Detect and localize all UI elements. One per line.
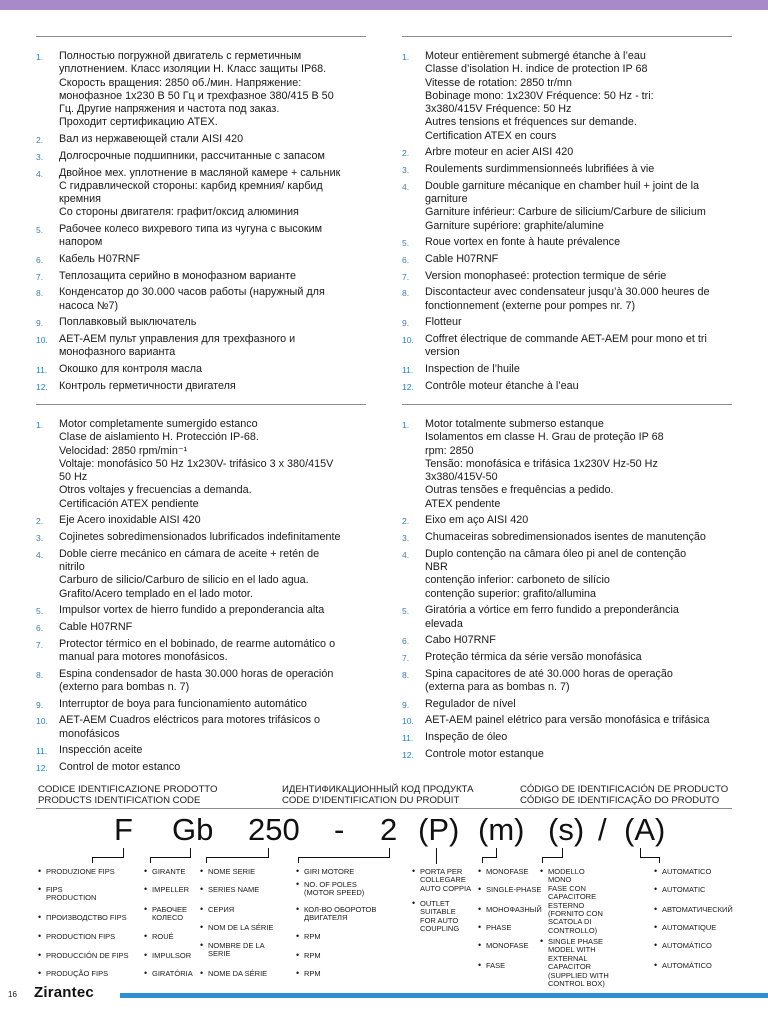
- connector-line: [640, 857, 660, 858]
- feature-number: 8.: [36, 669, 44, 680]
- feature-text: Coffret électrique de commande AET-AEM pour mono et tri version: [425, 333, 707, 359]
- code-part-f: F: [114, 812, 133, 847]
- code-part-dash: -: [334, 812, 345, 847]
- heading-line: CÓDIGO DE IDENTIFICAÇÃO DO PRODUTO: [520, 794, 720, 806]
- feature-number: 4.: [402, 181, 410, 192]
- heading-line: ИДЕНТИФИКАЦИОННЫЙ КОД ПРОДУКТА: [282, 784, 474, 795]
- code-legend-item: • AUTOMÁTICO: [654, 962, 712, 970]
- feature-text: Полностью погружной двигатель с герметичным уплотнением. Класс изоляции H. Класс защиты IP68. Скорость вращения: 2850 об./мин. Напряжение: монофазное 1x230 В 50 Гц и трехфазное 380/415 В 50 Гц. Другие напряжения и частота под заказ. Проходит сертификацию ATEX.: [59, 50, 334, 129]
- feature-number: 11.: [402, 365, 414, 376]
- feature-text: Inspeção de óleo: [425, 731, 508, 744]
- feature-item: [402, 253, 742, 266]
- connector-line: [562, 848, 563, 857]
- feature-item: [402, 270, 742, 283]
- feature-text: AET-AEM Cuadros eléctricos para motores trifásicos o monofásicos: [59, 714, 321, 740]
- feature-number: 11.: [36, 746, 48, 757]
- feature-text: Окошко для контроля масла: [59, 363, 203, 376]
- code-legend-item: • NOME SERIE: [200, 868, 255, 876]
- feature-item: [36, 638, 376, 665]
- heading-line: CÓDIGO DE IDENTIFICACIÓN DE PRODUCTO: [520, 784, 729, 795]
- feature-number: 9.: [402, 318, 410, 329]
- feature-text: Duplo contenção na câmara óleo pi anel de contenção NBR contenção inferior: carboneto de silício contenção superior: grafito/allumina: [425, 547, 687, 600]
- code-part-250: 250: [248, 812, 300, 847]
- feature-item: [402, 363, 742, 376]
- feature-number: 5.: [36, 606, 44, 617]
- connector-line: [298, 857, 390, 858]
- code-legend-item: • РАБОЧЕЕ КОЛЕСО: [144, 906, 187, 923]
- feature-item: [402, 748, 742, 761]
- feature-number: 3.: [402, 533, 410, 544]
- feature-text: Flotteur: [425, 316, 462, 329]
- feature-text: Eje Acero inoxidable AISI 420: [59, 514, 201, 527]
- feature-number: 7.: [36, 271, 44, 282]
- feature-number: 7.: [402, 653, 410, 664]
- feature-text: Inspection de l’huile: [425, 363, 520, 376]
- code-part-2: 2: [380, 812, 398, 847]
- feature-number: 2.: [36, 135, 44, 146]
- feature-item: [402, 714, 742, 727]
- feature-item: [402, 163, 742, 176]
- feature-item: [402, 634, 742, 647]
- feature-item: [402, 418, 742, 511]
- feature-item: [402, 698, 742, 711]
- feature-item: [36, 50, 368, 130]
- code-legend-item: • AUTOMATIC: [654, 886, 705, 894]
- connector-line: [542, 857, 543, 863]
- heading-line: CODICE IDENTIFICAZIONE PRODOTTO: [38, 784, 218, 795]
- feature-number: 11.: [402, 733, 414, 744]
- code-legend-item: • ROUÉ: [144, 933, 174, 941]
- feature-item: [402, 380, 742, 393]
- feature-number: 4.: [36, 549, 44, 560]
- connector-line: [389, 848, 390, 857]
- feature-number: 10.: [36, 716, 48, 727]
- feature-number: 12.: [36, 763, 48, 774]
- connector-line: [496, 848, 497, 857]
- page-number: 16: [8, 990, 17, 999]
- feature-text: Motor completamente sumergido estanco Clase de aislamiento H. Protección IP-68. Velocidad: 2850 rpm/min⁻¹ Voltaje: monofásico 50 Hz 1x230V- trifásico 3 x 380/415V 50 Hz Otros voltajes y frecuencias a demanda. Certificación ATEX pendiente: [59, 418, 334, 510]
- feature-number: 4.: [36, 168, 44, 179]
- feature-number: 12.: [36, 381, 48, 392]
- connector-line: [123, 848, 124, 857]
- heading-line: CODE D’IDENTIFICATION DU PRODUIT: [282, 794, 460, 806]
- feature-text: Doble cierre mecánico en cámara de aceite + retén de nitrilo Carburo de silicio/Carburo de silicio en el lado agua. Grafito/Acero templado en el lado motor.: [59, 547, 320, 600]
- feature-text: Regulador de nível: [425, 697, 516, 710]
- feature-item: [402, 531, 742, 544]
- feature-item: [36, 514, 376, 527]
- feature-text: Proteção térmica da série versão monofásica: [425, 651, 642, 664]
- feature-number: 8.: [402, 288, 410, 299]
- top-accent-bar: [0, 0, 768, 10]
- feature-item: [402, 333, 742, 360]
- connector-line: [659, 857, 660, 863]
- code-legend-item: • PRODUCCIÓN DE FIPS: [38, 952, 129, 960]
- feature-item: [402, 146, 742, 159]
- code-legend-item: • MONOFASE: [478, 868, 529, 876]
- feature-text: Version monophaseé: protection termique de série: [425, 269, 667, 282]
- code-legend-item: • OUTLET SUITABLE FOR AUTO COUPLING: [412, 900, 459, 934]
- feature-text: Impulsor vortex de hierro fundido a preponderancia alta: [59, 604, 325, 617]
- code-legend-item: • NOMBRE DE LA SERIE: [200, 942, 265, 959]
- feature-number: 10.: [402, 335, 414, 346]
- brand-logo: Zirantec: [34, 984, 94, 1001]
- feature-number: 10.: [402, 716, 414, 727]
- feature-text: AET-AEM пульт управления для трехфазного и монофазного варианта: [59, 333, 296, 359]
- feature-number: 9.: [402, 699, 410, 710]
- code-legend-item: • PRODUCTION FIPS: [38, 933, 115, 941]
- feature-item: [36, 621, 376, 634]
- code-part-p: (P): [418, 812, 460, 847]
- code-legend-item: • PRODUÇÃO FIPS: [38, 970, 108, 978]
- code-legend-item: • СЕРИЯ: [200, 906, 234, 914]
- feature-number: 2.: [36, 516, 44, 527]
- feature-text: Cable H07RNF: [425, 253, 499, 266]
- feature-item: [36, 761, 376, 774]
- feature-text: Roue vortex en fonte à haute prévalence: [425, 236, 621, 249]
- feature-item: [36, 316, 368, 329]
- feature-text: Contrôle moteur étanche à l’eau: [425, 379, 579, 392]
- section-rule: [402, 404, 732, 405]
- feature-number: 6.: [36, 255, 44, 266]
- feature-item: [402, 651, 742, 664]
- feature-text: Долгосрочные подшипники, рассчитанные с запасом: [59, 149, 325, 162]
- code-legend-item: • NO. OF POLES (MOTOR SPEED): [296, 881, 364, 898]
- code-legend-item: • NOME DA SÉRIE: [200, 970, 267, 978]
- connector-line: [542, 857, 563, 858]
- code-legend-item: • AUTOMATICO: [654, 868, 711, 876]
- connector-line: [150, 857, 191, 858]
- heading-line: PRODUCTS IDENTIFICATION CODE: [38, 794, 201, 806]
- feature-item: [402, 50, 742, 143]
- feature-number: 1.: [402, 420, 410, 430]
- feature-number: 3.: [36, 533, 44, 544]
- code-legend-item: • IMPELLER: [144, 886, 189, 894]
- code-heading-it-en: [38, 785, 217, 806]
- feature-item: [36, 150, 368, 163]
- feature-number: 12.: [402, 381, 414, 392]
- code-legend-item: • RPM: [296, 933, 321, 941]
- code-legend-item: • GIRI MOTORE: [296, 868, 354, 876]
- feature-list: [402, 50, 742, 393]
- feature-list: [36, 418, 376, 774]
- feature-number: 8.: [36, 288, 44, 299]
- feature-item: [402, 286, 742, 313]
- feature-number: 5.: [36, 225, 44, 236]
- feature-number: 10.: [36, 335, 48, 346]
- feature-item: [402, 548, 742, 601]
- section-rule: [402, 36, 732, 37]
- feature-item: [36, 167, 368, 220]
- feature-item: [402, 604, 742, 631]
- connector-line: [150, 857, 151, 863]
- feature-text: Controle motor estanque: [425, 747, 544, 760]
- feature-number: 1.: [402, 52, 410, 62]
- feature-item: [36, 270, 368, 283]
- feature-text: Arbre moteur en acier AISI 420: [425, 146, 574, 159]
- feature-text: Protector térmico en el bobinado, de rearme automático o manual para motores monofásicos.: [59, 637, 336, 664]
- feature-text: Кабель H07RNF: [59, 253, 140, 266]
- feature-item: [36, 604, 376, 617]
- feature-number: 3.: [402, 165, 410, 176]
- feature-text: Контроль герметичности двигателя: [59, 379, 236, 392]
- feature-number: 12.: [402, 749, 414, 760]
- section-rule: [36, 404, 366, 405]
- code-legend-item: • PHASE: [478, 924, 511, 932]
- footer-accent-bar: [120, 993, 768, 998]
- feature-number: 9.: [36, 699, 44, 710]
- feature-number: 11.: [36, 365, 48, 376]
- features-es: [36, 418, 376, 778]
- feature-item: [36, 253, 368, 266]
- code-legend-item: • FIPS PRODUCTION: [38, 886, 96, 903]
- connector-line: [298, 857, 299, 863]
- feature-text: Двойное мех. уплотнение в масляной камере + сальник С гидравлической стороны: карбид кремния/ карбид кремния Со стороны двигателя: графит/оксид алюминия: [59, 166, 341, 219]
- feature-text: Cabo H07RNF: [425, 634, 496, 647]
- code-part-a: (A): [624, 812, 666, 847]
- feature-number: 9.: [36, 318, 44, 329]
- feature-text: Eixo em aço AISI 420: [425, 514, 529, 527]
- code-legend-item: • IMPULSOR: [144, 952, 191, 960]
- code-legend-item: • RPM: [296, 952, 321, 960]
- connector-line: [268, 848, 269, 857]
- code-heading-es-pt: [520, 785, 728, 806]
- code-legend-item: • AUTOMATIQUE: [654, 924, 716, 932]
- code-legend-item: • FASE: [478, 962, 505, 970]
- code-part-slash: /: [598, 812, 607, 847]
- feature-number: 4.: [402, 549, 410, 560]
- feature-text: Вал из нержавеющей стали AISI 420: [59, 133, 244, 146]
- feature-item: [402, 668, 742, 695]
- code-legend-item: • SINGLE PHASE MODEL WITH EXTERNAL CAPACITOR (SUPPLIED WITH CONTROL BOX): [540, 938, 609, 988]
- feature-item: [36, 333, 368, 360]
- feature-number: 5.: [402, 606, 410, 617]
- feature-number: 6.: [402, 255, 410, 266]
- connector-line: [482, 857, 497, 858]
- connector-line: [206, 857, 269, 858]
- feature-item: [36, 714, 376, 741]
- feature-text: Рабочее колесо вихревого типа из чугуна с высоким напором: [59, 223, 323, 249]
- feature-text: Cojinetes sobredimensionados lubrificados indefinitamente: [59, 531, 341, 544]
- feature-text: Roulements surdimmensionneés lubrifiées à vie: [425, 163, 655, 176]
- feature-text: Поплавковый выключатель: [59, 316, 197, 329]
- feature-number: 6.: [36, 623, 44, 634]
- feature-item: [36, 286, 368, 313]
- feature-item: [402, 236, 742, 249]
- feature-text: Motor totalmente submerso estanque Isolamentos em classe H. Grau de proteção IP 68 rpm: 2850 Tensão: monofásica e trifásica 1x230V Hz-50 Hz 3x380/415V-50 Outras tensões e frequências a pedido. ATEX pendente: [425, 418, 664, 510]
- code-legend-item: • AUTOMÁTICO: [654, 942, 712, 950]
- code-legend-item: • SINGLE-PHASE: [478, 886, 541, 894]
- code-heading-ru-fr: [282, 785, 473, 806]
- code-part-gb: Gb: [172, 812, 214, 847]
- feature-text: Конденсатор до 30.000 часов работы (наружный для насоса №7): [59, 286, 325, 312]
- feature-text: Inspección aceite: [59, 744, 143, 757]
- connector-line: [190, 848, 191, 857]
- feature-item: [402, 731, 742, 744]
- code-legend-item: • GIRANTE: [144, 868, 185, 876]
- code-legend-item: • PRODUZIONE FIPS: [38, 868, 115, 876]
- feature-item: [402, 316, 742, 329]
- code-legend-item: • MONOFASE: [478, 942, 529, 950]
- feature-text: Double garniture mécanique en chamber huil + joint de la garniture Garniture inférieur: Carbure de silicium/Carbure de silicium Garniture supériore: graphite/alumine: [425, 179, 706, 232]
- feature-item: [36, 223, 368, 250]
- code-legend-item: • КОЛ-ВО ОБОРОТОВ ДВИГАТЕЛЯ: [296, 906, 376, 923]
- feature-number: 6.: [402, 636, 410, 647]
- feature-number: 8.: [402, 669, 410, 680]
- code-legend-item: • SERIES NAME: [200, 886, 259, 894]
- code-part-m: (m): [478, 812, 525, 847]
- feature-list: [36, 50, 368, 393]
- feature-item: [36, 363, 368, 376]
- feature-number: 1.: [36, 420, 44, 430]
- feature-text: Chumaceiras sobredimensionados isentes de manutenção: [425, 531, 706, 544]
- code-legend-item: • NOM DE LA SÉRIE: [200, 924, 273, 932]
- feature-item: [36, 744, 376, 757]
- feature-item: [36, 548, 376, 601]
- feature-list: [402, 418, 742, 761]
- feature-number: 7.: [402, 271, 410, 282]
- code-legend-item: • МОНОФАЗНЫЙ: [478, 906, 542, 914]
- code-rule: [36, 808, 732, 809]
- feature-number: 1.: [36, 52, 44, 62]
- feature-item: [36, 698, 376, 711]
- feature-text: Cable H07RNF: [59, 621, 133, 634]
- feature-text: Giratória a vórtice em ferro fundido a preponderância elevada: [425, 604, 679, 630]
- code-legend-item: • RPM: [296, 970, 321, 978]
- feature-number: 7.: [36, 639, 44, 650]
- code-part-s: (s): [548, 812, 585, 847]
- features-pt: [402, 418, 742, 765]
- features-fr: [402, 50, 742, 397]
- feature-item: [36, 531, 376, 544]
- connector-line: [206, 857, 207, 863]
- feature-item: [36, 133, 368, 146]
- code-legend-item: • MODELLO MONO FASE CON CAPACITORE ESTERNO (FORNITO CON SCATOLA DI CONTROLLO): [540, 868, 603, 935]
- feature-number: 2.: [402, 148, 410, 159]
- connector-line: [482, 857, 483, 863]
- connector-line: [92, 857, 124, 858]
- code-legend-item: • АВТОМАТИЧЕСКИЙ: [654, 906, 733, 914]
- feature-text: Spina capacitores de até 30.000 horas de operação (externa para as bombas n. 7): [425, 667, 673, 694]
- features-ru: [36, 50, 368, 397]
- connector-line: [640, 848, 641, 857]
- feature-item: [36, 380, 368, 393]
- feature-number: 5.: [402, 238, 410, 249]
- feature-item: [402, 514, 742, 527]
- code-legend-item: • GIRATÓRIA: [144, 970, 193, 978]
- feature-text: Espina condensador de hasta 30.000 horas de operación (externo para bombas n. 7): [59, 667, 334, 694]
- code-legend-item: • PORTA PER COLLEGARE AUTO COPPIA: [412, 868, 471, 893]
- connector-line: [92, 857, 93, 863]
- feature-item: [36, 418, 376, 511]
- feature-number: 2.: [402, 516, 410, 527]
- feature-item: [402, 180, 742, 233]
- feature-text: Moteur entièrement submergé étanche à l’eau Classe d’isolation H. indice de protection IP 68 Vitesse de rotation: 2850 tr/mn Bobinage mono: 1x230V Fréquence: 50 Hz - tri: 3x380/415V Fréquence: 50 Hz Autres tensions et fréquences sur demande. Certification ATEX en cours: [425, 50, 654, 142]
- section-rule: [36, 36, 366, 37]
- feature-text: Control de motor estanco: [59, 761, 181, 774]
- feature-item: [36, 668, 376, 695]
- feature-number: 3.: [36, 151, 44, 162]
- feature-text: Interruptor de boya para funcionamiento automático: [59, 697, 307, 710]
- feature-text: Теплозащита серийно в монофазном варианте: [59, 269, 296, 282]
- code-legend-item: • ПРОИЗВОДСТВО FIPS: [38, 914, 127, 922]
- feature-text: AET-AEM painel elétrico para versão monofásica e trifásica: [425, 714, 710, 727]
- connector-line: [436, 848, 437, 864]
- feature-text: Discontacteur avec condensateur jusqu’à 30.000 heures de fonctionnement (externe pour pompes nr. 7): [425, 286, 710, 312]
